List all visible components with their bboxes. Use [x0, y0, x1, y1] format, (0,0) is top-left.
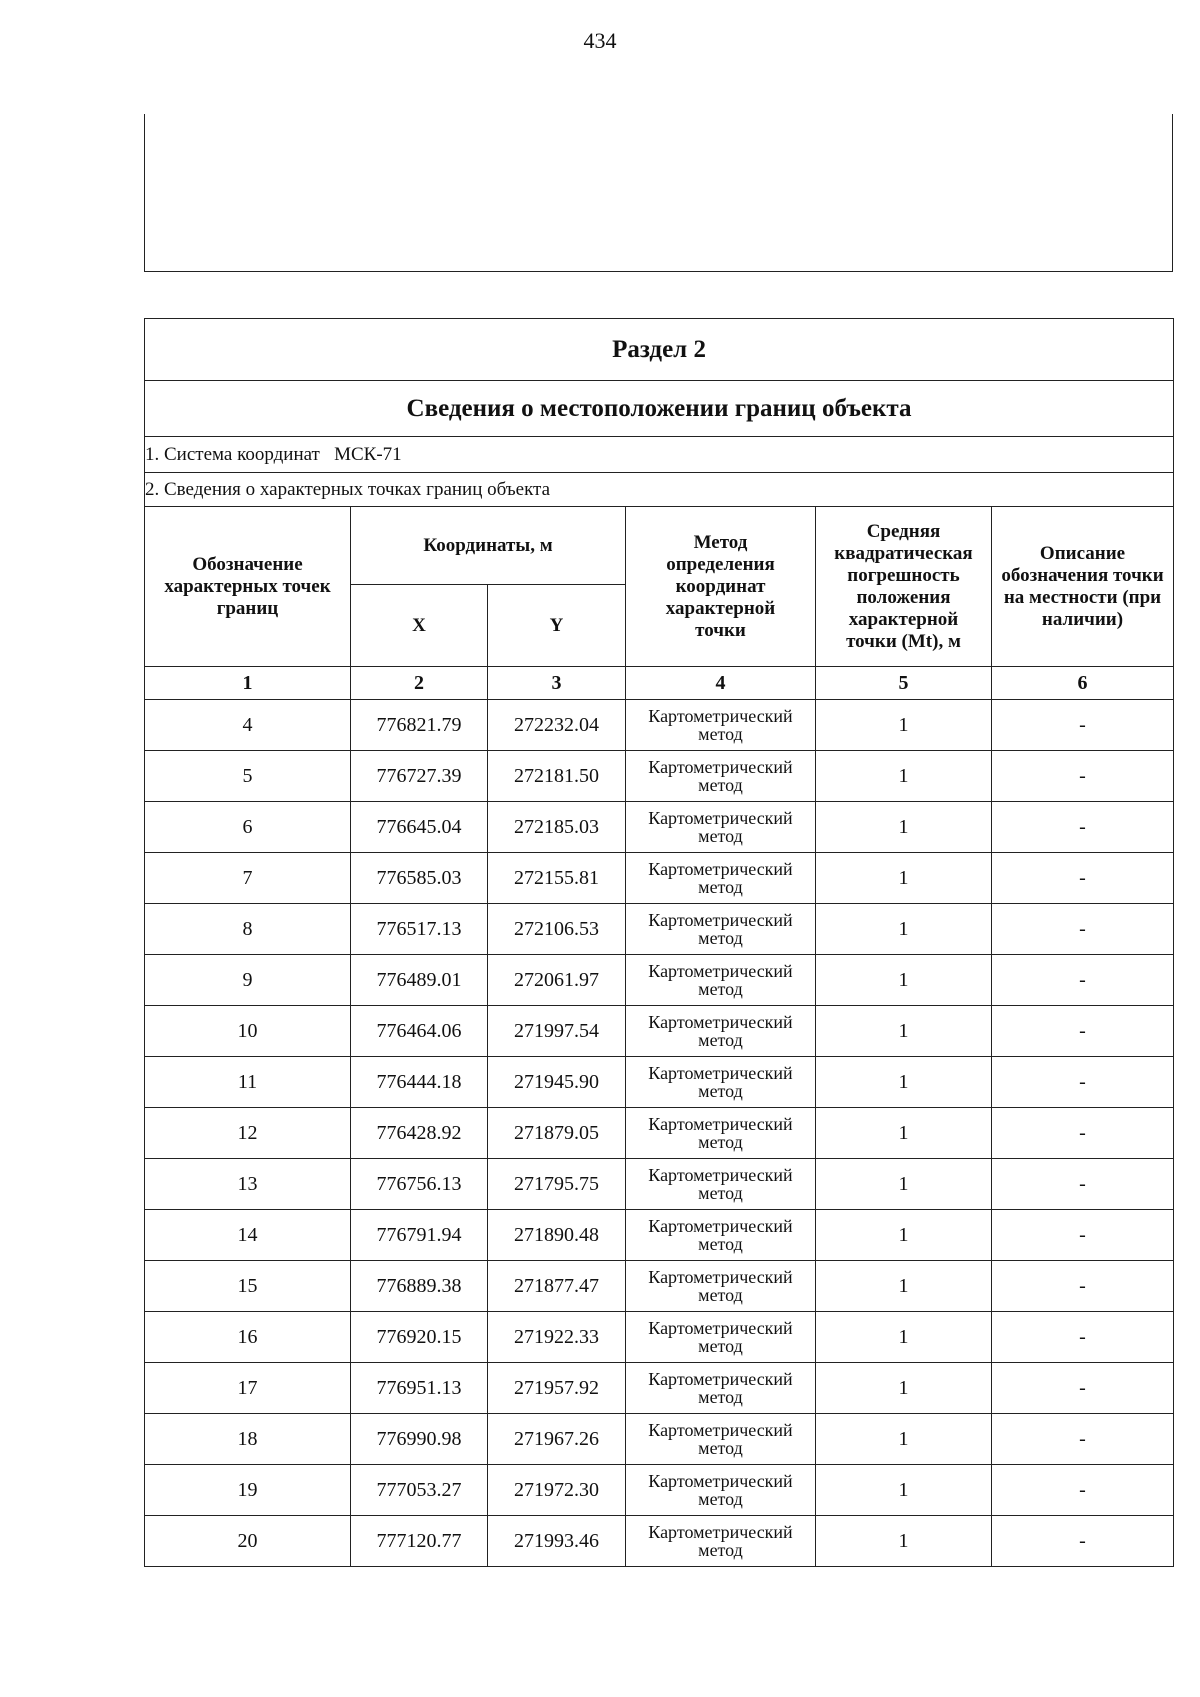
method-line-1: Картометрический: [648, 1165, 793, 1185]
method-line-2: метод: [698, 877, 743, 897]
header-description-text: Описание обозначения точки на местности (при наличии): [1001, 542, 1164, 630]
table-row: [145, 1057, 1174, 1108]
coordinate-system-row: [145, 437, 1174, 473]
point-description: -: [992, 1006, 1174, 1057]
method-line-1: Картометрический: [648, 757, 793, 777]
point-description: -: [992, 853, 1174, 904]
method-line-1: Картометрический: [648, 1216, 793, 1236]
point-number: 9: [145, 955, 351, 1006]
table-row: [145, 1210, 1174, 1261]
point-number: 12: [145, 1108, 351, 1159]
method-line-1: Картометрический: [648, 910, 793, 930]
method-line-1: Картометрический: [648, 1318, 793, 1338]
point-number: 6: [145, 802, 351, 853]
table-row: [145, 1414, 1174, 1465]
mean-square-error: 1: [816, 1414, 992, 1465]
table-row: [145, 1363, 1174, 1414]
point-description: -: [992, 1465, 1174, 1516]
determination-method: [626, 1006, 816, 1057]
table-row: [145, 700, 1174, 751]
mean-square-error: 1: [816, 904, 992, 955]
header-error-text: Средняя квадратическая погрешность положения характерной точки (Mt), м: [834, 520, 973, 652]
coord-x: 776821.79: [351, 700, 488, 751]
method-line-1: Картометрический: [648, 1420, 793, 1440]
mean-square-error: 1: [816, 1363, 992, 1414]
mean-square-error: 1: [816, 700, 992, 751]
header-y: Y: [488, 585, 626, 667]
method-line-1: Картометрический: [648, 1012, 793, 1032]
determination-method: [626, 1261, 816, 1312]
column-number: 4: [626, 667, 816, 700]
determination-method: [626, 700, 816, 751]
point-number: 14: [145, 1210, 351, 1261]
header-error: [816, 507, 992, 667]
method-line-1: Картометрический: [648, 1522, 793, 1542]
point-description: -: [992, 955, 1174, 1006]
method-line-1: Картометрический: [648, 1063, 793, 1083]
column-number: 6: [992, 667, 1174, 700]
header-designation: [145, 507, 351, 667]
point-description: -: [992, 1414, 1174, 1465]
point-number: 17: [145, 1363, 351, 1414]
coord-y: 272155.81: [488, 853, 626, 904]
point-number: 15: [145, 1261, 351, 1312]
points-info: 2. Сведения о характерных точках границ объекта: [145, 473, 1174, 507]
method-line-2: метод: [698, 1183, 743, 1203]
coord-y: 271972.30: [488, 1465, 626, 1516]
point-number: 5: [145, 751, 351, 802]
mean-square-error: 1: [816, 1465, 992, 1516]
determination-method: [626, 904, 816, 955]
method-line-2: метод: [698, 1489, 743, 1509]
method-line-1: Картометрический: [648, 1369, 793, 1389]
point-description: -: [992, 802, 1174, 853]
determination-method: [626, 1108, 816, 1159]
determination-method: [626, 1159, 816, 1210]
header-method-text: Метод определения координат характерной точки: [665, 531, 776, 641]
coord-x: 776489.01: [351, 955, 488, 1006]
method-line-2: метод: [698, 775, 743, 795]
point-number: 4: [145, 700, 351, 751]
coord-x: 776951.13: [351, 1363, 488, 1414]
point-description: -: [992, 1261, 1174, 1312]
determination-method: [626, 751, 816, 802]
method-line-2: метод: [698, 826, 743, 846]
point-description: -: [992, 1312, 1174, 1363]
table-row: [145, 1516, 1174, 1567]
coord-y: 272185.03: [488, 802, 626, 853]
column-number: 1: [145, 667, 351, 700]
column-number: 3: [488, 667, 626, 700]
point-description: -: [992, 1057, 1174, 1108]
method-line-2: метод: [698, 1132, 743, 1152]
method-line-2: метод: [698, 979, 743, 999]
table-row: [145, 1465, 1174, 1516]
coord-x: 776990.98: [351, 1414, 488, 1465]
table-row: [145, 1159, 1174, 1210]
table-row: [145, 904, 1174, 955]
header-coordinates: Координаты, м: [351, 507, 626, 585]
method-line-2: метод: [698, 1336, 743, 1356]
column-number: 5: [816, 667, 992, 700]
method-line-1: Картометрический: [648, 706, 793, 726]
mean-square-error: 1: [816, 1057, 992, 1108]
determination-method: [626, 853, 816, 904]
coord-y: 272106.53: [488, 904, 626, 955]
column-numbers-row: [145, 667, 1174, 700]
table-row: [145, 853, 1174, 904]
point-description: -: [992, 700, 1174, 751]
page-number: 434: [583, 28, 617, 53]
determination-method: [626, 1363, 816, 1414]
table-row: [145, 955, 1174, 1006]
coord-y: 272181.50: [488, 751, 626, 802]
point-description: -: [992, 904, 1174, 955]
coord-y: 271795.75: [488, 1159, 626, 1210]
coord-y: 272061.97: [488, 955, 626, 1006]
mean-square-error: 1: [816, 1006, 992, 1057]
method-line-2: метод: [698, 1285, 743, 1305]
point-description: -: [992, 751, 1174, 802]
method-line-1: Картометрический: [648, 1471, 793, 1491]
point-number: 8: [145, 904, 351, 955]
point-number: 13: [145, 1159, 351, 1210]
table-row: [145, 1312, 1174, 1363]
table-row: [145, 1006, 1174, 1057]
section-subtitle-row: [145, 381, 1174, 437]
coord-x: 776464.06: [351, 1006, 488, 1057]
coordinate-system: 1. Система координат МСК-71: [145, 437, 1174, 473]
section-title-row: [145, 319, 1174, 381]
method-line-1: Картометрический: [648, 808, 793, 828]
table-row: [145, 802, 1174, 853]
point-number: 7: [145, 853, 351, 904]
column-number: 2: [351, 667, 488, 700]
coord-y: 271957.92: [488, 1363, 626, 1414]
section-subtitle: Сведения о местоположении границ объекта: [145, 381, 1174, 437]
mean-square-error: 1: [816, 853, 992, 904]
method-line-1: Картометрический: [648, 1114, 793, 1134]
determination-method: [626, 1312, 816, 1363]
coord-y: 271967.26: [488, 1414, 626, 1465]
mean-square-error: 1: [816, 1312, 992, 1363]
method-line-2: метод: [698, 724, 743, 744]
point-number: 18: [145, 1414, 351, 1465]
point-number: 20: [145, 1516, 351, 1567]
points-info-row: [145, 473, 1174, 507]
coord-x: 776889.38: [351, 1261, 488, 1312]
method-line-1: Картометрический: [648, 961, 793, 981]
determination-method: [626, 1210, 816, 1261]
point-number: 19: [145, 1465, 351, 1516]
section-title: Раздел 2: [145, 319, 1174, 381]
coord-y: 271890.48: [488, 1210, 626, 1261]
coord-y: 272232.04: [488, 700, 626, 751]
table-row: [145, 751, 1174, 802]
determination-method: [626, 802, 816, 853]
determination-method: [626, 1057, 816, 1108]
mean-square-error: 1: [816, 1210, 992, 1261]
point-number: 11: [145, 1057, 351, 1108]
point-description: -: [992, 1363, 1174, 1414]
coord-y: 271922.33: [488, 1312, 626, 1363]
method-line-2: метод: [698, 1387, 743, 1407]
mean-square-error: 1: [816, 802, 992, 853]
coord-x: 776645.04: [351, 802, 488, 853]
coord-x: 777120.77: [351, 1516, 488, 1567]
coord-y: 271877.47: [488, 1261, 626, 1312]
table-row: [145, 1108, 1174, 1159]
method-line-1: Картометрический: [648, 859, 793, 879]
header-x: X: [351, 585, 488, 667]
point-description: -: [992, 1210, 1174, 1261]
determination-method: [626, 1414, 816, 1465]
header-row-1: [145, 507, 1174, 585]
method-line-2: метод: [698, 928, 743, 948]
method-line-2: метод: [698, 1438, 743, 1458]
determination-method: [626, 1516, 816, 1567]
point-number: 10: [145, 1006, 351, 1057]
point-description: -: [992, 1108, 1174, 1159]
mean-square-error: 1: [816, 1516, 992, 1567]
coord-y: 271879.05: [488, 1108, 626, 1159]
method-line-2: метод: [698, 1081, 743, 1101]
point-description: -: [992, 1516, 1174, 1567]
header-method: [626, 507, 816, 667]
mean-square-error: 1: [816, 1261, 992, 1312]
mean-square-error: 1: [816, 955, 992, 1006]
coord-x: 776727.39: [351, 751, 488, 802]
table-row: [145, 1261, 1174, 1312]
coord-x: 776517.13: [351, 904, 488, 955]
method-line-1: Картометрический: [648, 1267, 793, 1287]
previous-section-box: [144, 114, 1173, 272]
method-line-2: метод: [698, 1540, 743, 1560]
mean-square-error: 1: [816, 1108, 992, 1159]
coord-y: 271945.90: [488, 1057, 626, 1108]
coord-x: 776791.94: [351, 1210, 488, 1261]
boundary-points-table: [144, 318, 1174, 1567]
coord-x: 776756.13: [351, 1159, 488, 1210]
determination-method: [626, 955, 816, 1006]
header-designation-text: Обозначение характерных точек границ: [164, 553, 331, 619]
header-description: [992, 507, 1174, 667]
coord-y: 271993.46: [488, 1516, 626, 1567]
coord-x: 776444.18: [351, 1057, 488, 1108]
coord-x: 776585.03: [351, 853, 488, 904]
mean-square-error: 1: [816, 751, 992, 802]
coord-x: 777053.27: [351, 1465, 488, 1516]
point-description: -: [992, 1159, 1174, 1210]
determination-method: [626, 1465, 816, 1516]
mean-square-error: 1: [816, 1159, 992, 1210]
method-line-2: метод: [698, 1030, 743, 1050]
coord-x: 776428.92: [351, 1108, 488, 1159]
coord-y: 271997.54: [488, 1006, 626, 1057]
point-number: 16: [145, 1312, 351, 1363]
method-line-2: метод: [698, 1234, 743, 1254]
coord-x: 776920.15: [351, 1312, 488, 1363]
